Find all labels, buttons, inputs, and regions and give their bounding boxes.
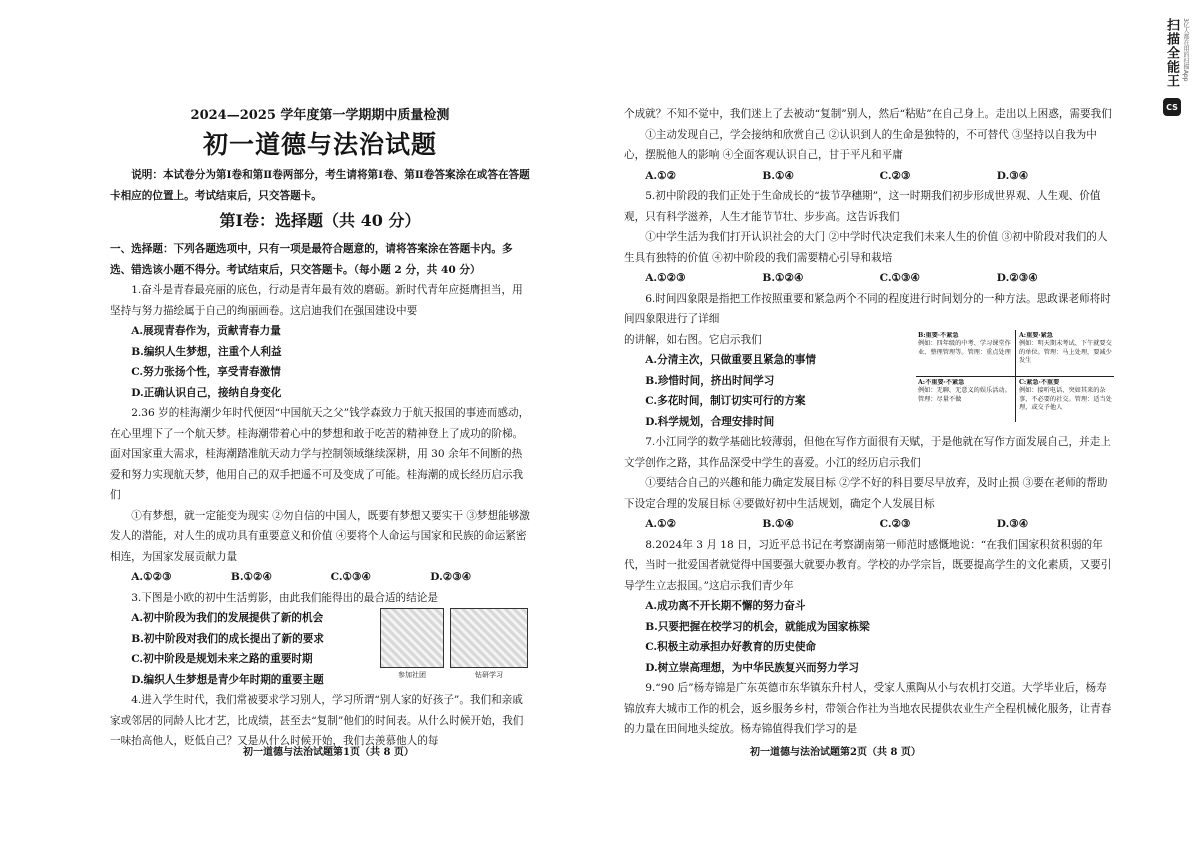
cartoon-club-activity (380, 608, 444, 680)
quadrant-bottom-right (1019, 379, 1113, 421)
question-1-option-a: A.展现青春作为，贡献青春力量 (131, 325, 281, 337)
question-7-option-c: C.②③ (879, 518, 911, 530)
time-quadrant-diagram (916, 330, 1114, 422)
question-8-option-d: D.树立崇高理想，为中华民族复兴而努力学习 (645, 661, 859, 674)
quadrant-top-right (1019, 332, 1113, 374)
question-2-options (110, 567, 530, 588)
question-4-stem: 4.进入学生时代，我们常被要求学习别人，学习所谓“别人家的好孩子”。我们和亲戚家或邻居的同龄人比才艺，比成绩，甚至去“复制”他们的时间表。从什么时候开始，我们一味抬高他人，贬低自己？又是从什么时候开始，我们去羡慕他人的每 (110, 694, 524, 747)
question-1-option-b: B.编织人生梦想，注重个人利益 (131, 345, 282, 358)
question-3-option-b: B.初中阶段对我们的成长提出了新的要求 (131, 632, 324, 645)
question-6-option-d: D.科学规划，合理安排时间 (645, 415, 775, 428)
quadrant-top-left-title: B:重要·不紧急 (918, 331, 959, 339)
question-4-continued: 个成就？不知不觉中，我们迷上了去被动“复制”别人，然后“粘贴”在自己身上。走出以上困惑，需要我们 (624, 108, 1112, 120)
question-2-option-b: B.①②④ (230, 571, 273, 583)
quadrant-top-right-text: 例如：明天期末考试、下午就要交的单位。管理：马上处理，要减少发生 (1019, 340, 1112, 365)
question-1-option-c: C.努力张扬个性，享受青春激情 (131, 366, 281, 378)
question-6-option-a: A.分清主次，只做重要且紧急的事情 (645, 354, 816, 366)
question-1-stem: 1.奋斗是青春最亮丽的底色，行动是青年最有效的磨砺。新时代青年应挺膺担当，用坚持与努力描绘属于自己的绚丽画卷。这启迪我们在强国建设中要 (110, 284, 523, 317)
quadrant-bottom-right-title: C:紧急·不重要 (1019, 378, 1060, 386)
quadrant-bottom-right-text: 例如：接听电话、突如其来的杂事、不必要的社交。管理：适当处理，或交予他人 (1019, 387, 1112, 412)
page-1-column (110, 104, 530, 752)
question-8-option-a: A.成功离不开长期不懈的努力奋斗 (645, 600, 806, 612)
question-7-stem: 7.小江同学的数学基础比较薄弱，但他在写作方面很有天赋，于是他就在写作方面发展自己，并走上文学创作之路，其作品深受中学生的喜爱。小江的经历启示我们 (624, 436, 1111, 469)
question-6-block (624, 330, 1114, 433)
question-5-option-b: B.①②④ (762, 272, 804, 284)
question-2-option-c: C.①③④ (330, 571, 372, 583)
section-title: 第Ⅰ卷：选择题（共 40 分） (219, 211, 421, 230)
question-5-statements: ①中学生活为我们打开认识社会的大门 ②中学时代决定我们未来人生的价值 ③初中阶段对我们的人生具有独特的价值 ④初中阶段的我们需要精心引导和栽培 (624, 231, 1108, 264)
question-4-option-c: C.②③ (879, 169, 911, 182)
question-2-stem: 2.36 岁的桂海潮少年时代便因“中国航天之父”钱学森致力于航天报国的事迹而感动，在心里埋下了一个航天梦。桂海潮带着心中的梦想和敢于吃苦的精神登上了成功的阶梯。面对国家重大需求，桂海潮踏准航天动力学与控制领域继续深耕，用 30 余年不间断的热爱和努力实现航天梦，他用自己的双手把遥不可及变成了可能。桂海潮的成长经历启示我们 (110, 407, 530, 501)
question-6-stem-continued: 的讲解，如右图。它启示我们 (624, 333, 762, 346)
question-5-option-c: C.①③④ (879, 272, 921, 284)
question-2-option-a: A.①②③ (131, 571, 172, 583)
question-3-option-c: C.初中阶段是规划未来之路的重要时期 (131, 653, 313, 665)
club-activity-image (380, 608, 444, 668)
cartoon-study (450, 608, 528, 680)
question-8-option-b: B.只要把握在校学习的机会，就能成为国家栋梁 (645, 620, 870, 633)
question-5-option-a: A.①②③ (645, 272, 686, 284)
quadrant-bottom-left-text: 例如：无聊、无意义的娱乐活动。管理：尽量不做 (918, 387, 1011, 403)
quadrant-bottom-left (918, 379, 1012, 421)
subject-title: 初一道德与法治试题 (202, 130, 437, 159)
question-7-options (624, 514, 1114, 535)
question-7-option-b: B.①④ (762, 518, 795, 530)
question-1-option-d: D.正确认识自己，接纳自身变化 (131, 386, 282, 399)
quadrant-top-left-text: 例如：四年级的中考、学习课堂作业、整理管理等。管理：重点处理 (918, 340, 1011, 356)
question-7-statements: ①要结合自己的兴趣和能力确定发展目标 ②学不好的科目要尽早放弃，及时止损 ③要在老师的帮助下设定合理的发展目标 ④要做好初中生活规划，确定个人发展目标 (624, 477, 1108, 510)
question-4-options (624, 166, 1114, 187)
question-3-block (110, 608, 530, 690)
question-7-option-d: D.③④ (996, 518, 1029, 530)
question-2-statements: ①有梦想，就一定能变为现实 ②勿自信的中国人，既要有梦想又要实干 ③梦想能够激发人的潜能，对人生的成功具有重要意义和价值 ④要将个人命运与国家和民族的命运紧密相连，为国家发展贡献力量 (110, 509, 530, 563)
question-8-stem: 8.2024年 3 月 18 日，习近平总书记在考察湖南第一师范时感慨地说：“在我们国家积贫积弱的年代，当时一批爱国者就觉得中国要强大就要办教育。学校的办学宗旨，既要提高学生的文化素质，又要引导学生立志报国。”这启示我们青少年 (624, 538, 1112, 592)
scanner-brand-name: 扫描全能王 (1164, 18, 1179, 88)
section-intro: 一、选择题：下列各题选项中，只有一项是最符合题意的，请将答案涂在答题卡内。多选、错选该小题不得分。考试结束后，只交答题卡。（每小题 2 分，共 40 分） (110, 243, 513, 276)
question-6-option-b: B.珍惜时间，挤出时间学习 (645, 374, 775, 387)
exam-instructions: 说明：本试卷分为第Ⅰ卷和第Ⅱ卷两部分，考生请将第Ⅰ卷、第Ⅱ卷答案涂在或答在答题卡相应的位置上。考试结束后，只交答题卡。 (110, 169, 530, 202)
question-6-stem: 6.时间四象限是指把工作按照重要和紧急两个不同的程度进行时间划分的一种方法。思政课老师将时间四象限进行了详细 (624, 292, 1111, 325)
question-5-option-d: D.②③④ (996, 272, 1038, 284)
quadrant-axis-horizontal (916, 376, 1114, 377)
quadrant-top-right-title: A:重要·紧急 (1019, 331, 1053, 339)
question-5-stem: 5.初中阶段的我们正处于生命成长的“拔节孕穗期”，这一时期我们初步形成世界观、人生观、价值观，只有科学滋养，人生才能节节壮、步步高。这告诉我们 (624, 190, 1101, 223)
question-4-option-d: D.③④ (996, 169, 1029, 182)
question-5-options (624, 268, 1114, 289)
page-1-footer: 初一道德与法治试题第1页（共 8 页） (243, 747, 414, 758)
page-2-footer: 初一道德与法治试题第2页（共 8 页） (750, 747, 921, 758)
question-3-stem: 3.下图是小欧的初中生活剪影，由此我们能得出的最合适的结论是 (131, 591, 438, 604)
quadrant-bottom-left-title: A:不重要·不紧急 (918, 378, 965, 386)
cartoon-caption-club: 参加社团 (398, 671, 426, 679)
scanner-watermark-strip (1160, 0, 1200, 847)
question-8-option-c: C.积极主动承担办好教育的历史使命 (645, 641, 817, 653)
question-4-option-a: A.①② (645, 169, 677, 182)
question-4-option-b: B.①④ (762, 169, 795, 182)
scanner-slogan: 3亿人都在用的扫描App (1182, 18, 1189, 82)
study-image (450, 608, 528, 668)
quadrant-top-left (918, 332, 1012, 374)
exam-page-2 (600, 0, 1160, 847)
question-2-option-d: D.②③④ (430, 571, 472, 583)
question-7-option-a: A.①② (645, 518, 677, 530)
question-3-option-d: D.编织人生梦想是青少年时期的重要主题 (131, 673, 324, 686)
question-6-option-c: C.多花时间，制订切实可行的方案 (645, 395, 806, 407)
question-9-stem: 9.“90 后”杨寿锦是广东英德市东华镇东升村人，受家人熏陶从小与农机打交道。大学毕业后，杨寿锦放弃大城市工作的机会，返乡服务乡村，带领合作社为当地农民提供农业生产全程机械化服务，让青春的力量在田间地头绽放。杨寿锦值得我们学习的是 (624, 682, 1112, 735)
page-2-column (624, 104, 1114, 740)
question-4-statements: ①主动发现自己，学会接纳和欣赏自己 ②认识到人的生命是独特的，不可替代 ③坚持以自我为中心，摆脱他人的影响 ④全面客观认识自己，甘于平凡和平庸 (624, 128, 1097, 161)
scanner-logo-icon: CS (1163, 98, 1181, 116)
question-3-option-a: A.初中阶段为我们的发展提供了新的机会 (131, 612, 324, 624)
cartoon-caption-study: 钻研学习 (475, 671, 503, 679)
exam-title: 2024—2025 学年度第一学期期中质量检测 (190, 108, 450, 123)
